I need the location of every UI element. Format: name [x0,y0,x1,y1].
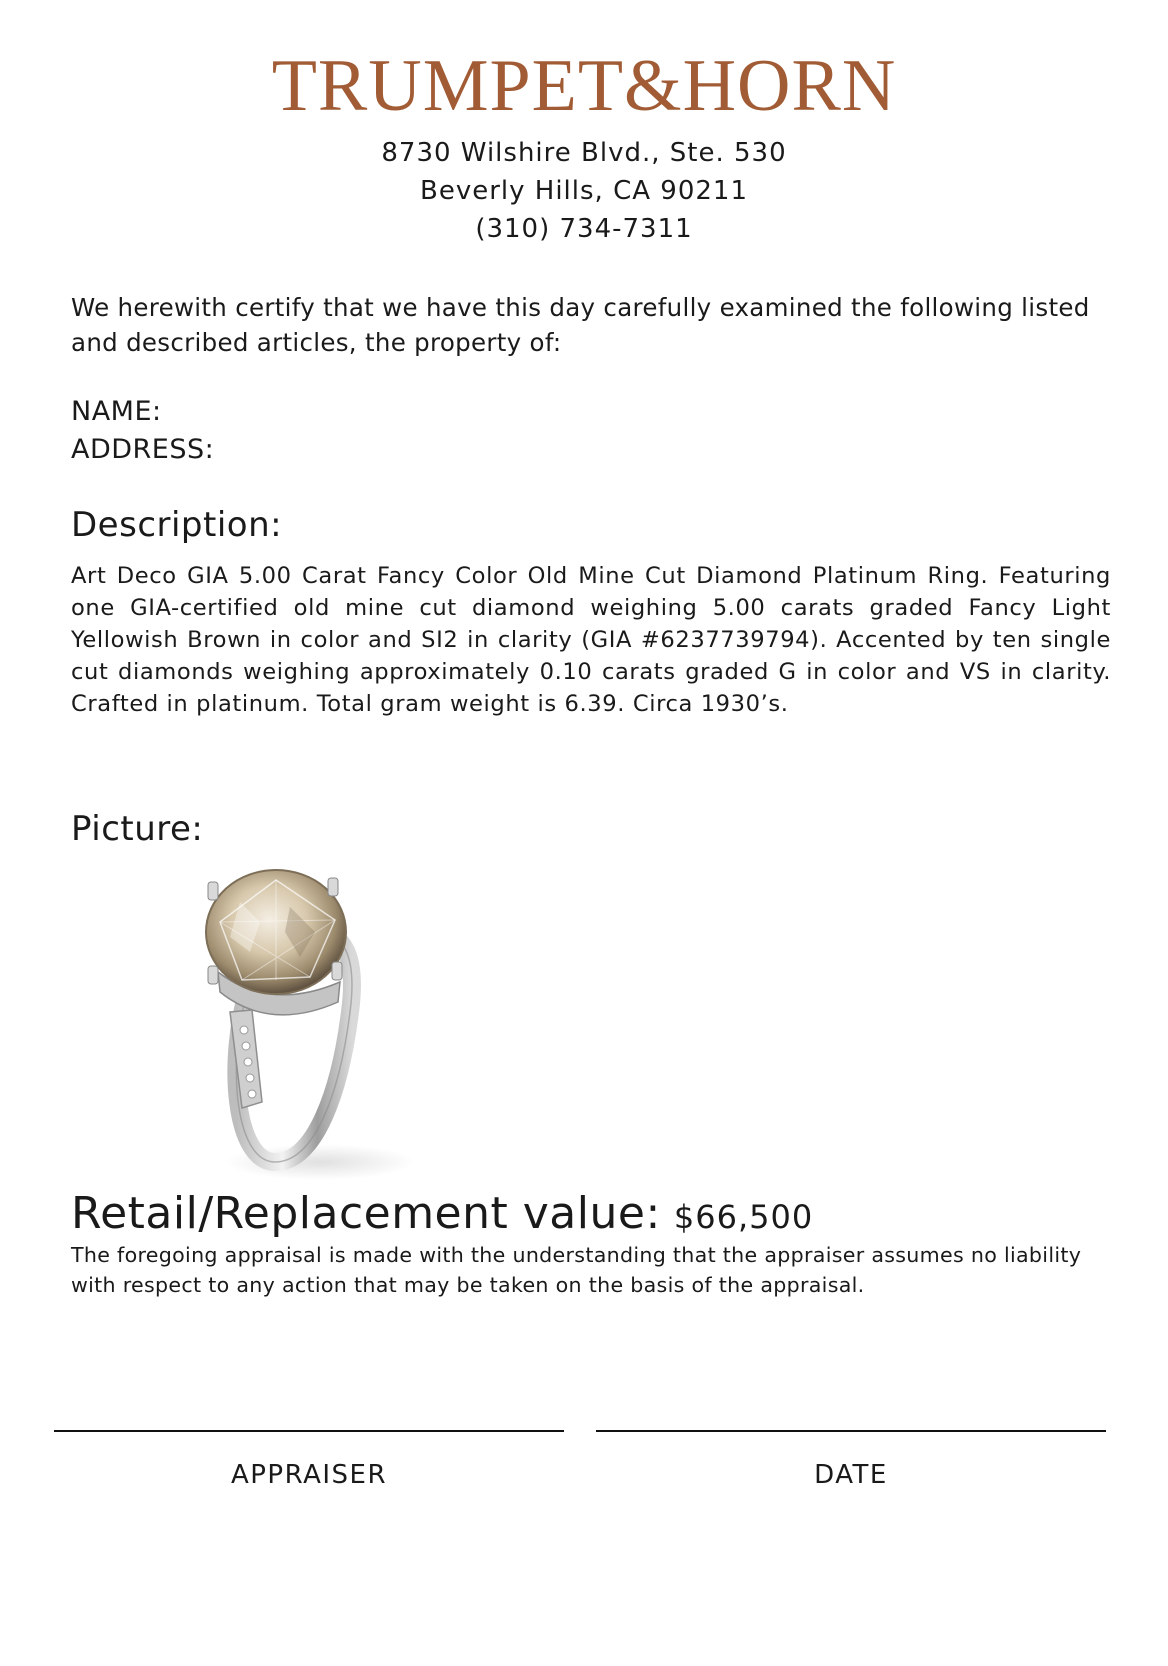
value-label: Retail/Replacement value: [71,1188,661,1239]
date-label: DATE [814,1460,888,1490]
company-address [0,134,1168,248]
date-signature-line [596,1430,1106,1432]
company-phone: (310) 734-7311 [475,214,693,244]
description-text: Art Deco GIA 5.00 Carat Fancy Color Old Mine Cut Diamond Platinum Ring. Featuring one GIA-certified old mine cut diamond weighing 5.00 carats graded Fancy Light Yellowish Brown in color and SI2 in clarity (GIA #6237739794). Accented by ten single cut diamonds weighing approximately 0.10 carats graded G in color and VS in clarity. Crafted in platinum. Total gram weight is 6.39. Circa 1930’s. [71,563,1111,717]
appraisal-disclaimer: The foregoing appraisal is made with the understanding that the appraiser assumes no liability with respect to any action that may be taken on the basis of the appraisal. [71,1243,1082,1297]
value-amount: $66,500 [673,1198,814,1236]
certification-statement: We herewith certify that we have this day carefully examined the following listed and described articles, the property of: [71,293,1090,357]
owner-address-label: ADDRESS: [71,434,215,465]
picture-heading: Picture: [71,809,204,849]
description-heading: Description: [71,505,283,545]
address-street: 8730 Wilshire Blvd., Ste. 530 [381,138,787,168]
appraiser-signature-line [54,1430,564,1432]
appraiser-label: APPRAISER [230,1460,388,1490]
address-city: Beverly Hills, CA 90211 [420,176,748,206]
owner-name-label: NAME: [71,396,162,427]
company-logo: TRUMPET&HORN [271,45,897,127]
valuation-row [71,1188,813,1239]
ring-photo [190,862,440,1192]
